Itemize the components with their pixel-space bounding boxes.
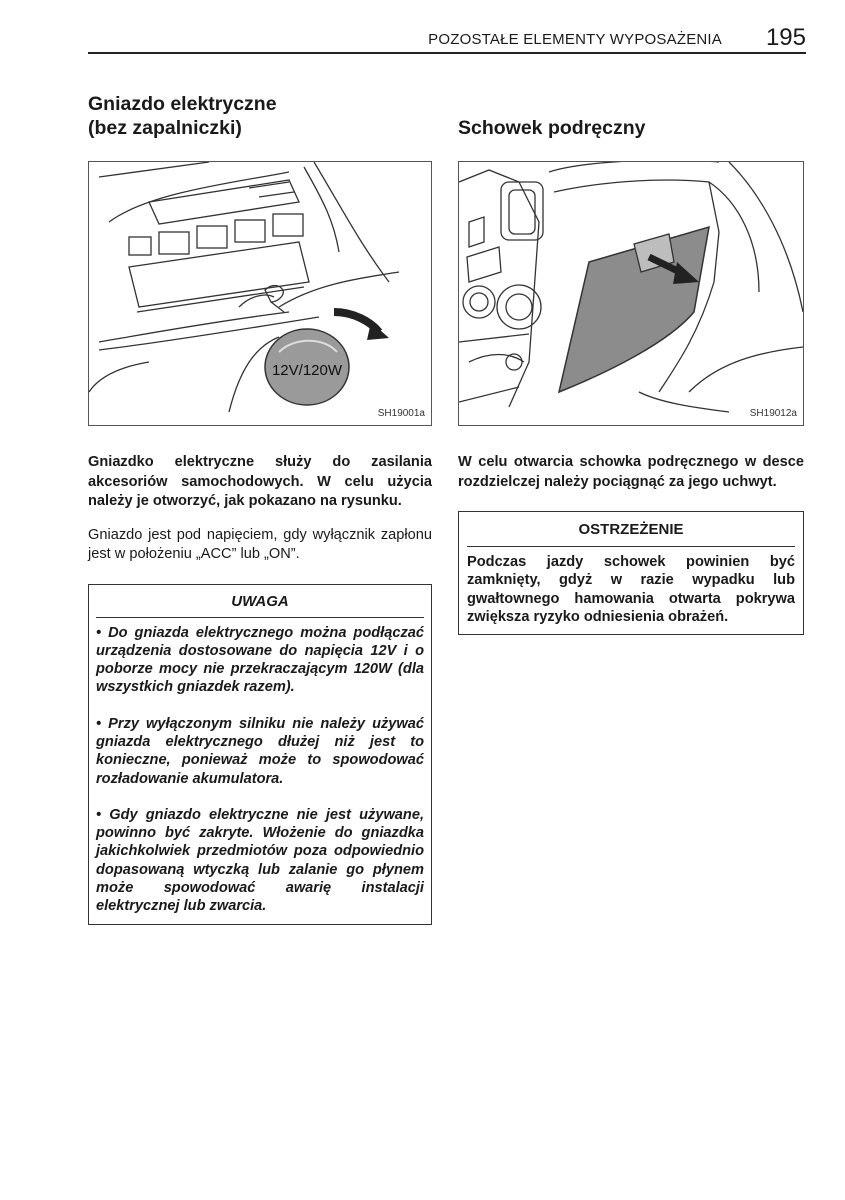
socket-heading-line2: (bez zapalniczki)	[88, 117, 242, 139]
figure-code: SH19001a	[377, 408, 425, 419]
notice-title: UWAGA	[96, 585, 424, 618]
figure-code: SH19012a	[749, 408, 797, 419]
glovebox-drawing	[459, 162, 803, 425]
warning-title: OSTRZEŻENIE	[467, 512, 795, 547]
notice-list	[96, 624, 424, 916]
notice-box	[88, 584, 432, 925]
notice-item: • Gdy gniazdo elektryczne nie jest używane, powinno być zakryte. Włożenie do gniazdka jakichkolwiek przedmiotów poza odpowiednio dopasowaną wtyczką lub zalanie go płynem może spowodować awarię instalacji elektrycznej lub zwarcia.	[96, 806, 424, 915]
socket-illustration	[88, 161, 432, 426]
notice-item: • Przy wyłączonym silniku nie należy używać gniazda elektrycznego dłużej niż jest to konieczne, ponieważ może to spowodować rozładowanie akumulatora.	[96, 715, 424, 787]
socket-intro-regular: Gniazdo jest pod napięciem, gdy wyłącznik zapłonu jest w położeniu „ACC” lub „ON”.	[88, 526, 432, 562]
warning-text: Podczas jazdy schowek powinien być zamknięty, gdyż w razie wypadku lub gwałtownego hamowania otwarta pokrywa zwiększa ryzyko odniesienia obrażeń.	[467, 554, 795, 625]
left-column	[88, 92, 432, 925]
glovebox-illustration	[458, 161, 804, 426]
glovebox-heading: Schowek podręczny	[458, 117, 646, 139]
socket-intro-bold: Gniazdko elektryczne służy do zasilania akcesoriów samochodowych. W celu użycia należy je otworzyć, jak pokazano na rysunku.	[88, 454, 432, 509]
warning-box	[458, 511, 804, 635]
glovebox-intro-bold: W celu otwarcia schowka podręcznego w desce rozdzielczej należy pociągnąć za jego uchwyt.	[458, 454, 804, 490]
right-column	[458, 92, 804, 635]
socket-heading-line1: Gniazdo elektryczne	[88, 93, 277, 115]
socket-rating-label: 12V/120W	[271, 362, 343, 379]
page-number: 195	[765, 24, 806, 51]
notice-item: • Do gniazda elektrycznego można podłączać urządzenia dostosowane do napięcia 12V i o poborze mocy nie przekraczającym 120W (dla wszystkich gniazdek razem).	[96, 624, 424, 696]
socket-drawing	[89, 162, 431, 425]
section-title: POZOSTAŁE ELEMENTY WYPOSAŻENIA	[428, 31, 722, 48]
page-header	[88, 22, 806, 54]
socket-heading	[88, 92, 432, 140]
glovebox-lid	[559, 227, 709, 392]
